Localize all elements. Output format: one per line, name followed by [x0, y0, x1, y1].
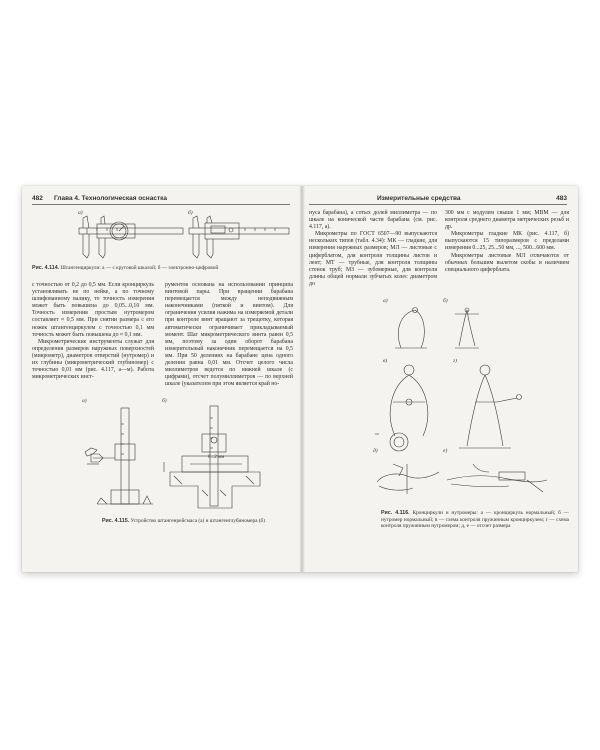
fig115-caption	[102, 518, 292, 525]
fig114-caption	[32, 265, 294, 272]
fig115-dimension-label: 0...2 мм	[208, 455, 225, 460]
left-col1-paragraph: Микрометрические инструменты служат для определения размеров наружных поверхностей (микрометр), диаметров отверстий (нутромер) и их глубины (микрометрический глубиномер) с точностью 0,01 мм (рис. 4.117, а—м). Работа микрометрических инст-	[32, 338, 154, 381]
fig116-label-a: а)	[383, 298, 388, 304]
fig115-caption-number: Рис. 4.115.	[102, 518, 130, 524]
spring-caliper-drawing	[373, 362, 463, 454]
fig114-label-b: б)	[188, 210, 193, 216]
fig116-caption	[381, 510, 569, 530]
fig116-caption-text: Кронциркули и нутромеры: а — кронциркуль нормальный; б — нутромер нормальный; в — схема контроля пружинным кронциркулем; г — схема контроля пружинным нутромером; д, е — отсчет размера	[381, 510, 569, 530]
dial-caliper-drawing	[77, 214, 187, 262]
fig116-label-v: в)	[383, 358, 388, 364]
left-col1-paragraph: с точностью от 0,2 до 0,5 мм. Если кронциркуль установливать не по нейке, а по точному шлифованному валику, то точность измерения может быть повышена до 0,05...0,10 мм. Точность измерения простым нутромером составляет ≈ 0,5 мм. При снятии размера с его ножек штангенциркулем с точностью 0,1 мм точность может быть повышена до ≈ 0,1 мм.	[32, 282, 154, 338]
left-page-number: 482	[32, 195, 43, 202]
fig114-caption-text: Штангенциркули: а — с круговой шкалой; б — электронно-цифровой	[60, 265, 219, 271]
left-header-title: Глава 4. Технологическая оснастка	[54, 195, 167, 202]
fig115-label-b: б)	[162, 398, 167, 404]
fig114-label-a: а)	[78, 210, 83, 216]
right-page-number: 483	[556, 195, 567, 202]
outside-caliper-sketch	[385, 304, 445, 354]
right-col1-paragraph: Микрометры по ГОСТ 6507—90 выпускаются нескольких типов (табл. 4.34): МК — гладкие, для измерения наружных размеров; МЛ — листовые с циферблатом, для контроля толщины листов и лент; МТ — трубные, для контроля толщины стенок труб; МЗ — зубомерные, для контроля длины общей нормали зубчатых колес диаметром до	[309, 231, 437, 287]
left-col2-paragraph: рументов основана на использовании принципа винтовой пары. При вращении барабана перемещается между неподвижным наконечниками (пяткой и винтом). Для ограничения усилия нажима на измеряемой детали при контроле винт вращают за трещотку, которая автоматически ограничивает прикладываемый момент. Шаг микрометрического винта равен 0,5 мм, поэтому за один оборот барабана измерительный наконечник перемещается на 0,5 мм. При 50 делениях на барабане цена одного деления равна 0,01 мм. Отсчет целого числа миллиметров ведется по нижней шкале (с цифрами), отсчет полумиллиметров — по верхней шкале (указателем при этом является край но-	[165, 282, 293, 388]
fig115-label-a: а)	[82, 398, 87, 404]
right-page	[303, 186, 578, 572]
right-column-2	[445, 210, 569, 274]
left-running-header	[32, 194, 290, 205]
caliper-reading-sketch-d	[373, 454, 443, 500]
fig114-caption-number: Рис. 4.114.	[32, 265, 60, 271]
left-column-2	[165, 282, 293, 388]
fig116-label-e: е)	[443, 448, 448, 454]
spring-inside-caliper-drawing	[453, 362, 533, 454]
fig116-caption-number: Рис. 4.116.	[381, 510, 410, 516]
fig115-caption-text: Устройство штангенрейсмаса (а) и штангенглубиномера (б)	[130, 518, 265, 524]
left-page	[22, 186, 300, 572]
inside-caliper-sketch	[445, 304, 485, 354]
right-col2-paragraph: Микрометры листовые МЛ отличаются от обычных большим вылетом скобы и наличием специального циферблата.	[445, 252, 569, 273]
right-col1-paragraph: нуса барабана), а сотых долей миллиметра — по шкале на конической части барабана (см. рис. 4.117, а).	[309, 210, 437, 231]
height-gauge-drawing	[77, 404, 157, 514]
fig116-label-g: г)	[453, 358, 457, 364]
fig116-label-d: д)	[373, 448, 378, 454]
book-spread	[22, 186, 578, 572]
fig116-label-b: б)	[443, 298, 448, 304]
right-col2-paragraph: 300 мм с модулем свыше 1 мм; МВМ — для контроля среднего диаметра метрических резьб и др.	[445, 210, 569, 231]
right-header-title: Измерительные средства	[377, 195, 461, 202]
left-column-1	[32, 282, 154, 381]
right-column-1	[309, 210, 437, 288]
caliper-reading-sketch-e	[443, 454, 553, 500]
digital-caliper-drawing	[185, 214, 293, 262]
right-running-header	[309, 194, 567, 205]
right-col2-paragraph: Микрометры гладкие МК (рис. 4.117, б) выпускаются 15 типоразмеров с пределами измерения 0...25, 25...50 мм, ..., 500...600 мм.	[445, 231, 569, 252]
